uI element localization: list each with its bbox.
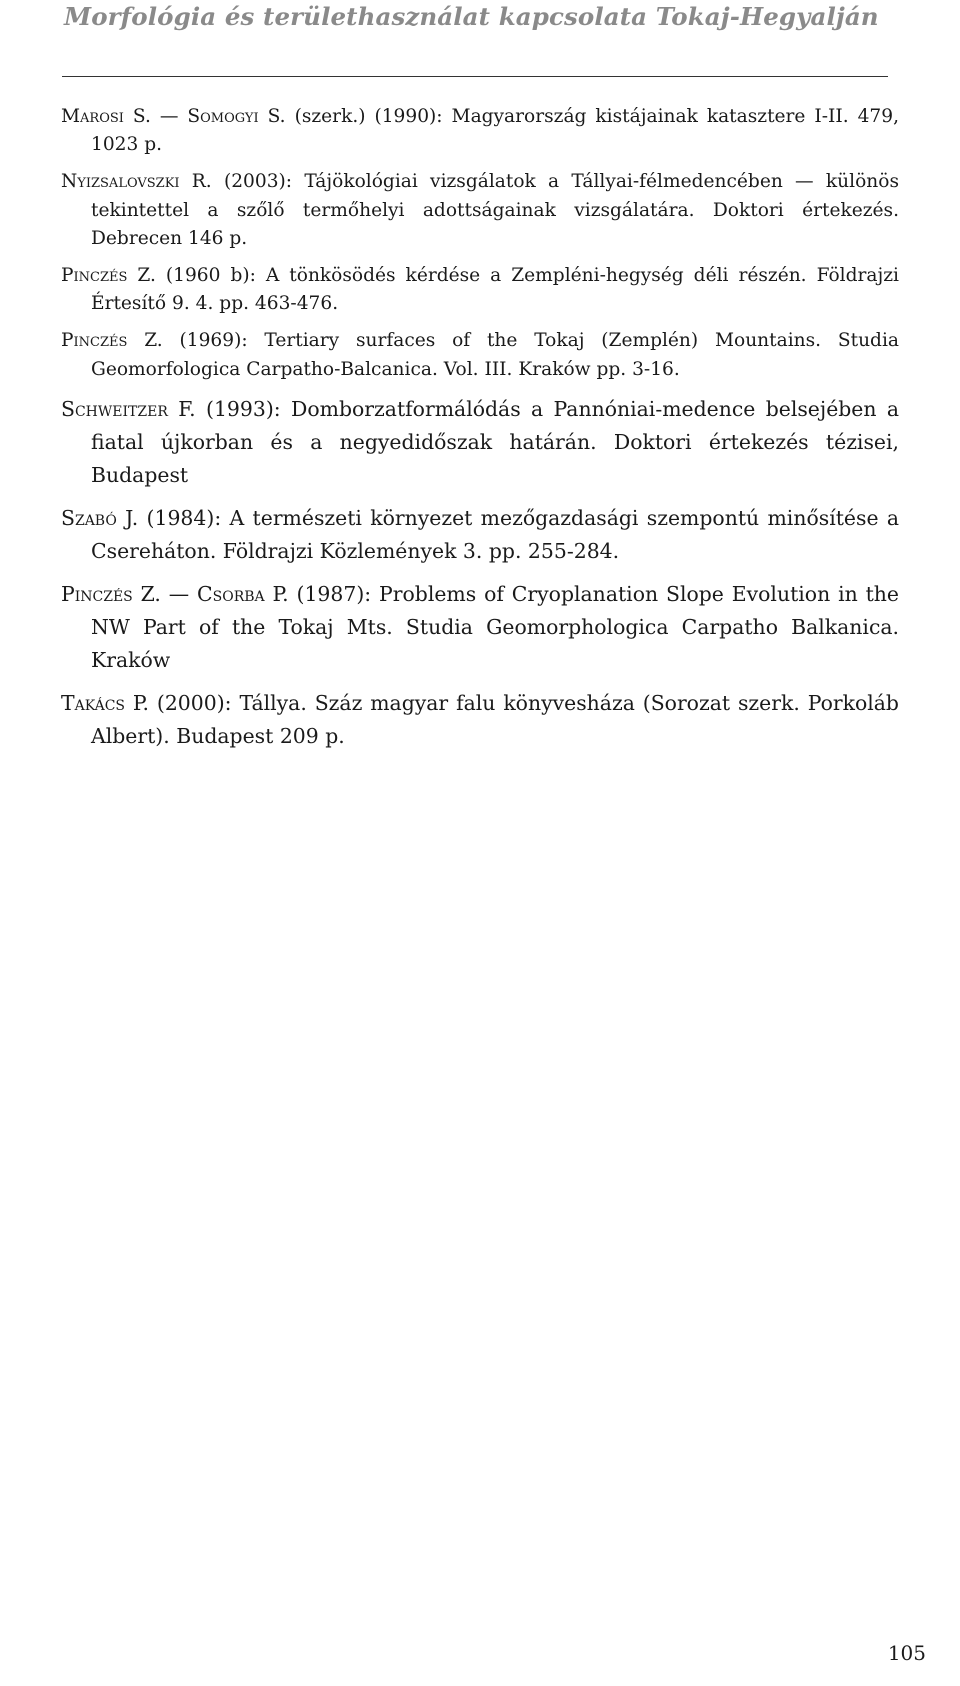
reference-text: (1987): Problems of Cryoplanation Slope Evolution in the NW Part of the Tokaj Mts. Studia Geomorphologica Carpatho Balkanica. Kraków — [91, 581, 899, 672]
reference-entry — [61, 168, 899, 253]
reference-text: (2000): Tállya. Száz magyar falu könyvesháza (Sorozat szerk. Porkoláb Albert). Budapest 209 p. — [91, 690, 899, 748]
reference-authors: Szabó J. — [61, 505, 139, 530]
reference-entry — [61, 327, 899, 383]
reference-text: (szerk.) (1990): Magyarország kistájainak katasztere I-II. 479, 1023 p. — [91, 106, 900, 156]
reference-text: (1984): A természeti környezet mezőgazdasági szempontú minősítése a Csereháton. Földrajzi Közlemények 3. pp. 255-284. — [91, 505, 899, 563]
reference-authors: Pinczés Z. — [61, 330, 163, 352]
reference-authors: Nyizsalovszki R. — [61, 171, 212, 193]
reference-entry — [61, 502, 899, 568]
page-number: 105 — [887, 1641, 926, 1665]
reference-entry — [61, 262, 899, 318]
header-rule — [62, 76, 888, 77]
reference-authors: Marosi S. — Somogyi S. — [61, 106, 286, 127]
reference-entry — [61, 103, 899, 159]
running-header-title: Morfológia és területhasználat kapcsolata Tokaj-Hegyalján — [64, 2, 879, 31]
reference-text: (1969): Tertiary surfaces of the Tokaj (Zemplén) Mountains. Studia Geomorfologica Carpatho-Balcanica. Vol. III. Kraków pp. 3-16. — [91, 330, 899, 380]
reference-text: (2003): Tájökológiai vizsgálatok a Tállyai-félmedencében — különös tekintettel a szőlő termőhelyi adottságainak vizsgálatára. Doktori értekezés. Debrecen 146 p. — [91, 171, 899, 249]
reference-text: (1993): Domborzatformálódás a Pannóniai-medence belsejében a fiatal újkorban és a negyedidőszak határán. Doktori értekezés tézisei, Budapest — [91, 396, 900, 487]
reference-entry — [61, 578, 899, 677]
reference-authors: Pinczés Z. — [61, 265, 156, 287]
reference-entry — [61, 393, 899, 492]
reference-authors: Pinczés Z. — Csorba P. — [61, 581, 289, 606]
reference-authors: Takács P. — [61, 690, 149, 715]
reference-authors: Schweitzer F. — [61, 396, 196, 421]
reference-text: (1960 b): A tönkösödés kérdése a Zempléni-hegység déli részén. Földrajzi Értesítő 9. 4. pp. 463-476. — [91, 265, 899, 315]
reference-list — [61, 103, 899, 763]
reference-entry — [61, 687, 899, 753]
